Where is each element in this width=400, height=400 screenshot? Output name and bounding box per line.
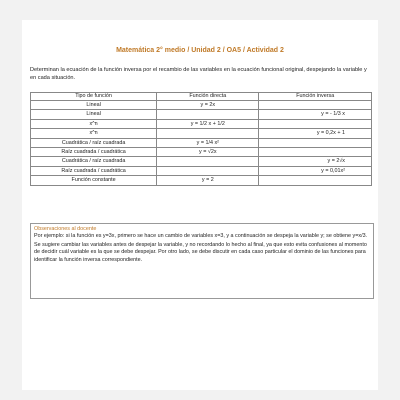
cell-type: x^n xyxy=(31,119,157,128)
functions-table xyxy=(30,92,372,186)
cell-type: Raíz cuadrada / cuadrática xyxy=(31,148,157,157)
instructions-text: Determinan la ecuación de la función inversa por el recambio de las variables en la ecuación funcional original, despejando la variable y en cada situación. xyxy=(30,67,367,82)
teacher-notes-paragraph: Por ejemplo: si la función es y=3x, primero se hace un cambio de variables x=3, y a continuación se despeja la variable y; se obtiene y=x/3. xyxy=(34,233,368,239)
teacher-notes-paragraph: Se sugiere cambiar las variables antes de despejar la variable, y no recordando lo hecho al final, ya que esto evita confusiones al momento de decidir cuál variable es la que se debe despejar. Por otro lado, se debe discutir en cada caso particular el dominio de las funciones para identificar la función inversa correspondiente. xyxy=(34,242,367,263)
cell-type: x^n xyxy=(31,129,157,138)
table-row xyxy=(31,110,372,119)
cell-direct xyxy=(157,157,259,166)
table-row xyxy=(31,101,372,110)
table-header-row xyxy=(31,93,372,101)
cell-direct: y = 1/4 x² xyxy=(157,138,259,147)
cell-direct: y = 1/2 x + 1/2 xyxy=(157,119,259,128)
cell-type: Cuadrática / raíz cuadrada xyxy=(31,138,157,147)
cell-inverse xyxy=(259,119,372,128)
cell-inverse xyxy=(259,138,372,147)
header-function-type: Tipo de función xyxy=(31,93,157,101)
cell-direct xyxy=(157,110,259,119)
teacher-notes-title: Observaciones al docente xyxy=(34,226,97,232)
cell-type: Lineal xyxy=(31,110,157,119)
table-row xyxy=(31,138,372,147)
cell-type: Cuadrática / raíz cuadrada xyxy=(31,157,157,166)
cell-inverse: y = - 1/3 x xyxy=(259,110,372,119)
page-title: Matemática 2° medio / Unidad 2 / OA5 / Actividad 2 xyxy=(116,47,284,54)
cell-inverse xyxy=(259,101,372,110)
cell-direct xyxy=(157,129,259,138)
teacher-notes-box xyxy=(30,223,374,299)
cell-direct xyxy=(157,166,259,175)
cell-inverse xyxy=(259,148,372,157)
cell-type: Función constante xyxy=(31,176,157,185)
table-row xyxy=(31,176,372,185)
cell-inverse: y = 0,2x + 1 xyxy=(259,129,372,138)
cell-direct: y = 2 xyxy=(157,176,259,185)
cell-direct: y = 2x xyxy=(157,101,259,110)
cell-inverse xyxy=(259,176,372,185)
cell-inverse: y = 0,01x² xyxy=(259,166,372,175)
header-inverse-function: Función inversa xyxy=(259,93,372,101)
cell-type: Lineal xyxy=(31,101,157,110)
table-row xyxy=(31,157,372,166)
cell-type: Raíz cuadrada / cuadrática xyxy=(31,166,157,175)
cell-inverse: y = 2√x xyxy=(259,157,372,166)
table-row xyxy=(31,166,372,175)
header-direct-function: Función directa xyxy=(157,93,259,101)
table-row xyxy=(31,119,372,128)
table-row xyxy=(31,148,372,157)
cell-direct: y = √2x xyxy=(157,148,259,157)
table-row xyxy=(31,129,372,138)
